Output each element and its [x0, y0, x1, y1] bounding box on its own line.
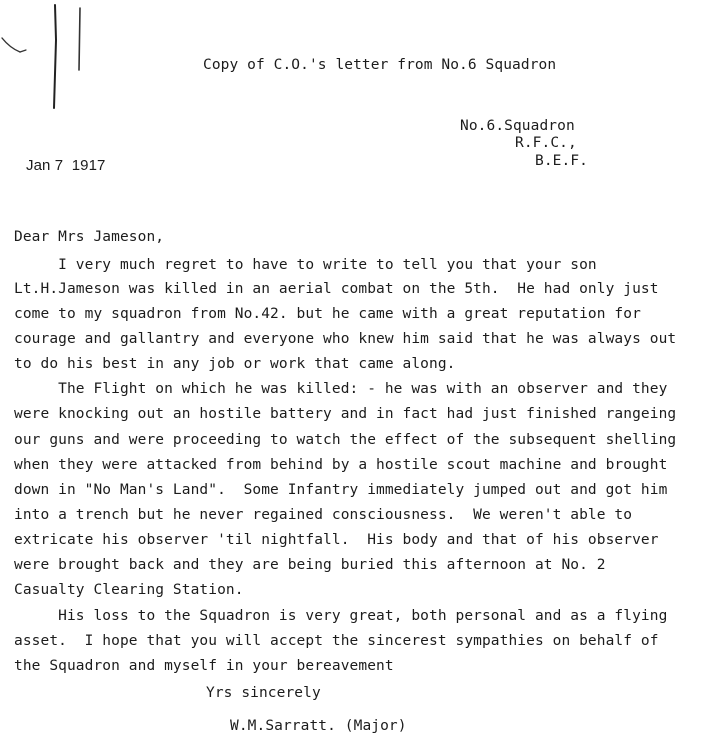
- body-line: asset. I hope that you will accept the sincerest sympathies on behalf of: [14, 633, 659, 649]
- body-line: our guns and were proceeding to watch the effect of the subsequent shelling: [14, 432, 677, 448]
- signature: W.M.Sarratt. (Major): [230, 718, 407, 734]
- letter-date: Jan 7 1917: [26, 157, 106, 174]
- body-line: The Flight on which he was killed: - he was with an observer and they: [14, 381, 668, 397]
- body-line: Casualty Clearing Station.: [14, 582, 244, 598]
- salutation: Dear Mrs Jameson,: [14, 229, 165, 245]
- letter-heading: Copy of C.O.'s letter from No.6 Squadron: [203, 57, 557, 73]
- body-line: were brought back and they are being buried this afternoon at No. 2: [14, 557, 606, 573]
- body-line: into a trench but he never regained consciousness. We weren't able to: [14, 507, 633, 523]
- address-line-2: R.F.C.,: [515, 135, 577, 151]
- body-line: were knocking out an hostile battery and in fact had just finished rangeing: [14, 406, 677, 422]
- address-line-3: B.E.F.: [535, 153, 588, 169]
- body-line: extricate his observer 'til nightfall. His body and that of his observer: [14, 532, 659, 548]
- body-line: the Squadron and myself in your bereavement: [14, 658, 394, 674]
- body-line: when they were attacked from behind by a hostile scout machine and brought: [14, 457, 668, 473]
- body-line: down in "No Man's Land". Some Infantry immediately jumped out and got him: [14, 482, 668, 498]
- body-line: to do his best in any job or work that came along.: [14, 356, 456, 372]
- pen-marks: [0, 0, 120, 120]
- body-line: courage and gallantry and everyone who knew him said that he was always out: [14, 331, 677, 347]
- body-line: I very much regret to have to write to tell you that your son: [14, 257, 597, 273]
- body-line: Lt.H.Jameson was killed in an aerial combat on the 5th. He had only just: [14, 281, 659, 297]
- body-line: His loss to the Squadron is very great, both personal and as a flying: [14, 608, 668, 624]
- closing: Yrs sincerely: [206, 685, 321, 701]
- address-line-1: No.6.Squadron: [460, 118, 575, 134]
- body-line: come to my squadron from No.42. but he came with a great reputation for: [14, 306, 641, 322]
